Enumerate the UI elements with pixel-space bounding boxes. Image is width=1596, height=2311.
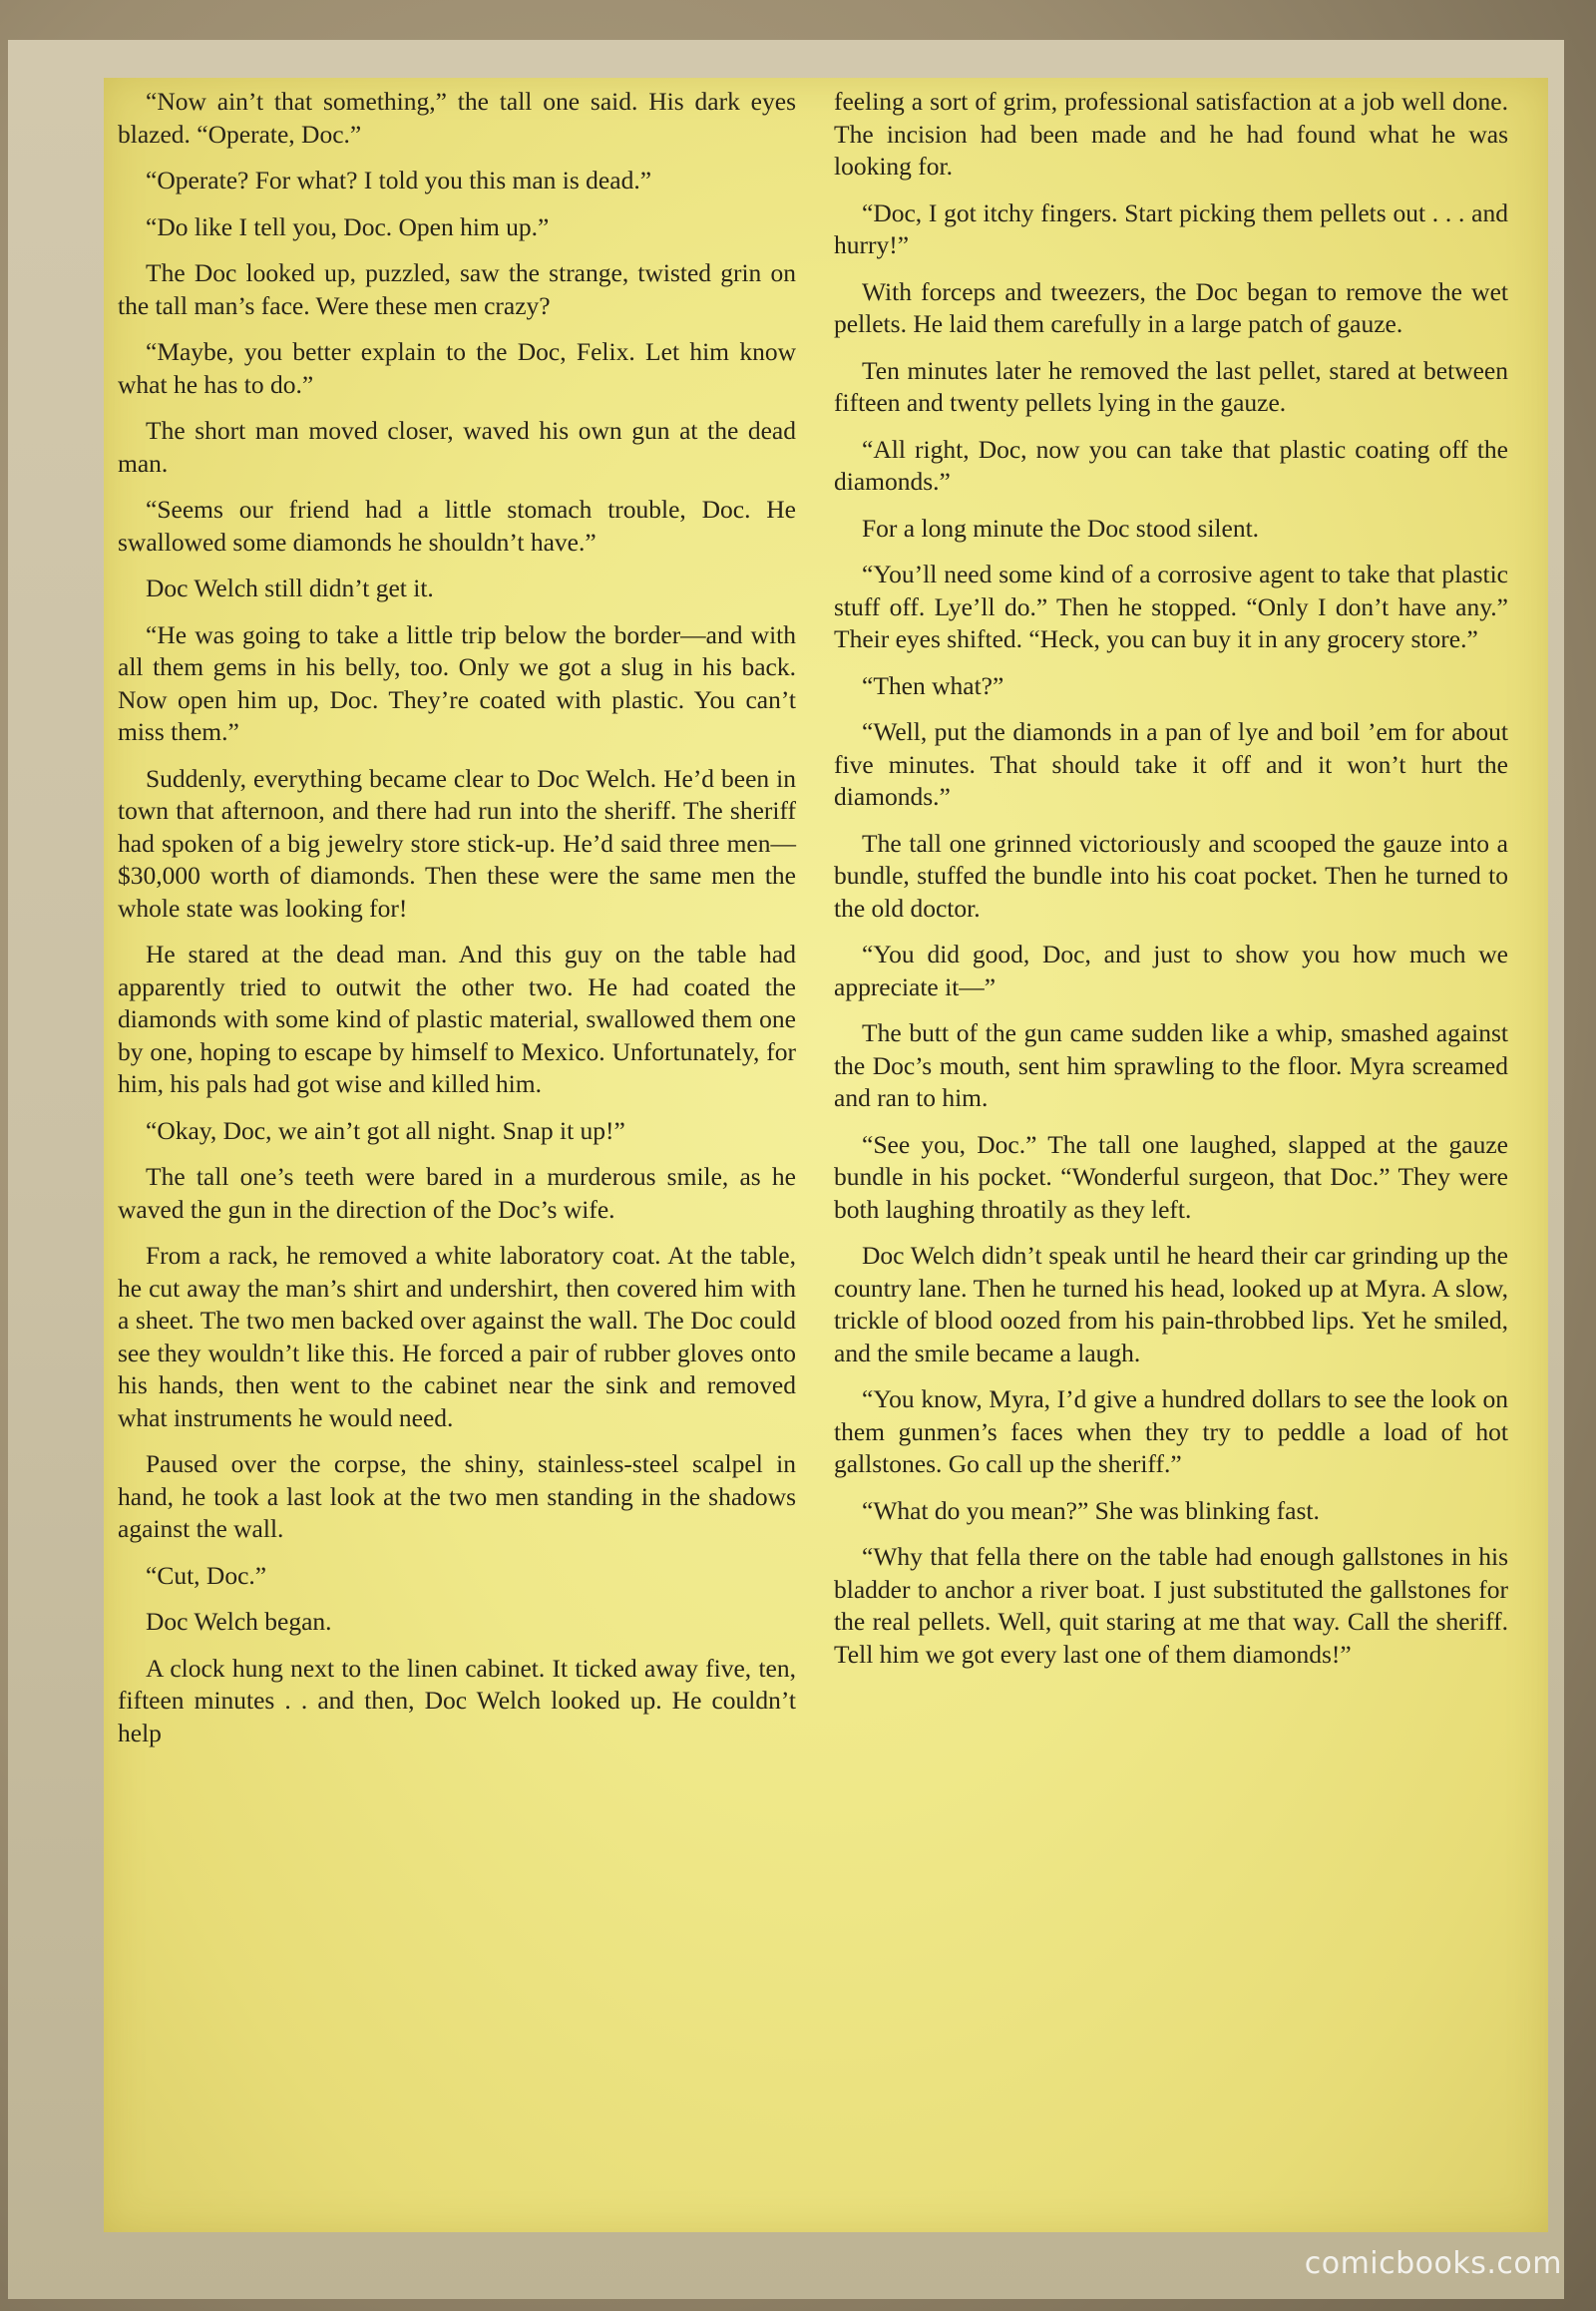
paragraph: Doc Welch began. bbox=[146, 1607, 332, 1636]
paragraph: The short man moved closer, waved his own gun at the dead man. bbox=[118, 416, 796, 478]
paragraph: “He was going to take a little trip below the border—and with all them gems in his belly, too. Only we got a slug in his back. Now open him up, Doc. They’re coated with plastic. You can’t miss them.” bbox=[118, 619, 796, 746]
paragraph: “Doc, I got itchy fingers. Start picking them pellets out . . . and hurry!” bbox=[834, 197, 1508, 259]
paragraph: The butt of the gun came sudden like a whip, smashed against the Doc’s mouth, sent him sprawling to the floor. Myra screamed and ran to him. bbox=[834, 1018, 1508, 1112]
paragraph: The Doc looked up, puzzled, saw the strange, twisted grin on the tall man’s face. Were these men crazy? bbox=[118, 258, 796, 320]
paragraph: Paused over the corpse, the shiny, stainless-steel scalpel in hand, he took a last look at the two men standing in the shadows against the wall. bbox=[118, 1449, 796, 1543]
paragraph: “Well, put the diamonds in a pan of lye and boil ’em for about five minutes. That should take it off and it won’t hurt the diamonds.” bbox=[834, 717, 1508, 811]
paragraph: A clock hung next to the linen cabinet. It ticked away five, ten, fifteen minutes . . and then, Doc Welch looked up. He couldn’t help bbox=[118, 1653, 796, 1747]
paragraph: With forceps and tweezers, the Doc began to remove the wet pellets. He laid them carefully in a large patch of gauze. bbox=[834, 276, 1508, 338]
paragraph: “Cut, Doc.” bbox=[146, 1560, 267, 1590]
paragraph: “Okay, Doc, we ain’t got all night. Snap it up!” bbox=[146, 1115, 625, 1145]
paragraph: “Do like I tell you, Doc. Open him up.” bbox=[146, 211, 550, 241]
paragraph: “Then what?” bbox=[862, 670, 1004, 700]
paragraph: The tall one grinned victoriously and scooped the gauze into a bundle, stuffed the bundle into his coat pocket. Then he turned to the old doctor. bbox=[834, 828, 1508, 923]
paragraph: For a long minute the Doc stood silent. bbox=[862, 513, 1260, 543]
right-column bbox=[834, 86, 1508, 1685]
paragraph: Doc Welch didn’t speak until he heard their car grinding up the country lane. Then he turned his head, looked up at Myra. A slow, trickle of blood oozed from his pain-throbbed lips. Yet he smiled, and the smile became a laugh. bbox=[834, 1241, 1508, 1367]
paragraph: “Now ain’t that something,” the tall one said. His dark eyes blazed. “Operate, Doc.” bbox=[118, 87, 796, 149]
paragraph: From a rack, he removed a white laboratory coat. At the table, he cut away the man’s shirt and undershirt, then covered him with a sheet. The two men backed over against the wall. The Doc could see they wouldn’t like this. He forced a pair of rubber gloves onto his hands, then went to the cabinet near the sink and removed what instruments he would need. bbox=[118, 1241, 796, 1432]
paragraph: “You’ll need some kind of a corrosive agent to take that plastic stuff off. Lye’ll do.” Then he stopped. “Only I don’t have any.” Their eyes shifted. “Heck, you can buy it in any grocery store.” bbox=[834, 560, 1508, 653]
left-column bbox=[118, 86, 796, 1763]
paragraph: Suddenly, everything became clear to Doc Welch. He’d been in town that afternoon, and there had run into the sheriff. The sheriff had spoken of a big jewelry store stick-up. He’d said three men—$30,000 worth of diamonds. Then these were the same men the whole state was looking for! bbox=[118, 763, 796, 923]
paragraph: “You did good, Doc, and just to show you how much we appreciate it—” bbox=[834, 940, 1508, 1001]
paragraph: “Operate? For what? I told you this man is dead.” bbox=[146, 166, 652, 194]
paragraph: “You know, Myra, I’d give a hundred dollars to see the look on them gunmen’s faces when they try to peddle a load of hot gallstones. Go call up the sheriff.” bbox=[834, 1384, 1508, 1478]
site-watermark: comicbooks.com bbox=[1304, 2246, 1562, 2281]
paragraph: The tall one’s teeth were bared in a murderous smile, as he waved the gun in the direction of the Doc’s wife. bbox=[118, 1162, 796, 1224]
paragraph: He stared at the dead man. And this guy on the table had apparently tried to outwit the other two. He had coated the diamonds with some kind of plastic material, swallowed them one by one, hoping to escape by himself to Mexico. Unfortunately, for him, his pals had got wise and killed him. bbox=[118, 940, 796, 1098]
paragraph: feeling a sort of grim, professional satisfaction at a job well done. The incision had been made and he had found what he was looking for. bbox=[834, 87, 1508, 181]
paragraph: “Maybe, you better explain to the Doc, Felix. Let him know what he has to do.” bbox=[118, 337, 796, 399]
paragraph: “Seems our friend had a little stomach trouble, Doc. He swallowed some diamonds he shouldn’t have.” bbox=[118, 495, 796, 557]
paragraph: Doc Welch still didn’t get it. bbox=[146, 574, 434, 602]
paragraph: “Why that fella there on the table had enough gallstones in his bladder to anchor a river boat. I just substituted the gallstones for the real pellets. Well, quit staring at me that way. Call the sheriff. Tell him we got every last one of them diamonds!” bbox=[834, 1542, 1508, 1669]
paragraph: “All right, Doc, now you can take that plastic coating off the diamonds.” bbox=[834, 434, 1508, 496]
paragraph: “What do you mean?” She was blinking fast. bbox=[862, 1495, 1320, 1525]
paragraph: Ten minutes later he removed the last pellet, stared at between fifteen and twenty pellets lying in the gauze. bbox=[834, 355, 1508, 417]
paragraph: “See you, Doc.” The tall one laughed, slapped at the gauze bundle in his pocket. “Wonderful surgeon, that Doc.” They were both laughing throatily as they left. bbox=[834, 1129, 1508, 1224]
